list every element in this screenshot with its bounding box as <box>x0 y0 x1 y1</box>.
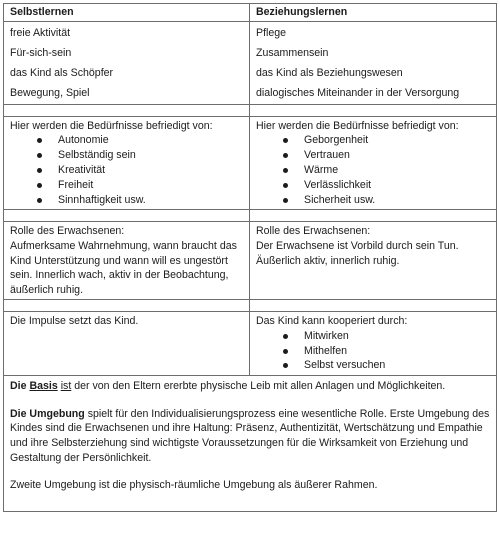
header-selbstlernen: Selbstlernen <box>4 4 250 22</box>
concept-line: Pflege <box>256 26 287 39</box>
role-row <box>4 222 497 300</box>
cooperation-intro: Das Kind kann kooperiert durch: <box>256 315 408 328</box>
list-item: Mitwirken <box>304 329 490 344</box>
list-item: Selbst versuchen <box>304 358 490 373</box>
impulse-row <box>4 312 497 376</box>
impulse-cell-right <box>250 312 497 376</box>
basis-paragraph <box>10 379 490 394</box>
list-item: Vertrauen <box>304 148 490 163</box>
concept-line: das Kind als Schöpfer <box>10 66 114 79</box>
list-item: Selbständig sein <box>58 148 243 163</box>
basis-prefix: Die <box>10 380 27 393</box>
concept-row <box>4 21 497 104</box>
spacer-row <box>4 300 497 312</box>
role-text: Der Erwachsene ist Vorbild durch sein Tun. Äußerlich aktiv, innerlich ruhig. <box>256 239 459 267</box>
cooperation-list <box>256 329 490 373</box>
role-cell-left <box>4 222 250 300</box>
umgebung-bold: Die Umgebung <box>10 407 85 420</box>
summary-cell <box>4 376 497 512</box>
needs-intro: Hier werden die Bedürfnisse befriedigt von: <box>10 119 213 132</box>
spacer-row <box>4 104 497 116</box>
comparison-table <box>3 3 497 512</box>
list-item: Geborgenheit <box>304 133 490 148</box>
concept-line: Bewegung, Spiel <box>10 87 90 100</box>
list-item: Kreativität <box>58 163 243 178</box>
needs-cell-right <box>250 116 497 210</box>
impulse-cell-left: Die Impulse setzt das Kind. <box>4 312 250 376</box>
umgebung-paragraph <box>10 407 490 465</box>
needs-list <box>256 133 490 207</box>
basis-word: Basis <box>29 380 58 393</box>
needs-list <box>10 133 243 207</box>
concept-line: Für-sich-sein <box>10 46 72 59</box>
list-item: Freiheit <box>58 178 243 193</box>
role-cell-right <box>250 222 497 300</box>
list-item: Sicherheit usw. <box>304 193 490 208</box>
needs-cell-left <box>4 116 250 210</box>
list-item: Autonomie <box>58 133 243 148</box>
header-beziehungslernen: Beziehungslernen <box>250 4 497 22</box>
role-text: Aufmerksame Wahrnehmung, wann braucht das Kind Unterstützung und wann will es ungestört sein. Innerlich wach, aktiv in der Beobachtung, äußerlich ruhig. <box>10 239 237 296</box>
document-page <box>3 3 497 512</box>
spacer-row <box>4 210 497 222</box>
concept-line: freie Aktivität <box>10 26 71 39</box>
concept-line: das Kind als Beziehungswesen <box>256 66 403 79</box>
concept-line: Zusammensein <box>256 46 329 59</box>
umgebung-text: spielt für den Individualisierungsprozess eine wesentliche Rolle. Erste Umgebung des Kindes sind die Erwachsenen und ihre Haltung: Präsenz, Authentizität, Wertschätzung und Empathie und ihre Selbsterziehung sind wichtigste Voraussetzungen für die Wirksamkeit von Erziehung und Gestaltung der Persönlichkeit. <box>10 407 490 464</box>
concept-cell-right <box>250 21 497 104</box>
needs-intro: Hier werden die Bedürfnisse befriedigt von: <box>256 119 459 132</box>
basis-text: der von den Eltern ererbte physische Leib mit allen Anlagen und Möglichkeiten. <box>74 380 446 393</box>
concept-cell-left <box>4 21 250 104</box>
role-title: Rolle des Erwachsenen: <box>256 225 371 238</box>
list-item: Sinnhaftigkeit usw. <box>58 193 243 208</box>
concept-line: dialogisches Miteinander in der Versorgung <box>256 87 460 100</box>
header-row <box>4 4 497 22</box>
second-environment-paragraph: Zweite Umgebung ist die physisch-räumliche Umgebung als äußerer Rahmen. <box>10 479 378 492</box>
summary-row <box>4 376 497 512</box>
list-item: Wärme <box>304 163 490 178</box>
list-item: Verlässlichkeit <box>304 178 490 193</box>
role-title: Rolle des Erwachsenen: <box>10 225 125 238</box>
basis-ist: ist <box>60 380 72 393</box>
list-item: Mithelfen <box>304 344 490 359</box>
needs-row <box>4 116 497 210</box>
